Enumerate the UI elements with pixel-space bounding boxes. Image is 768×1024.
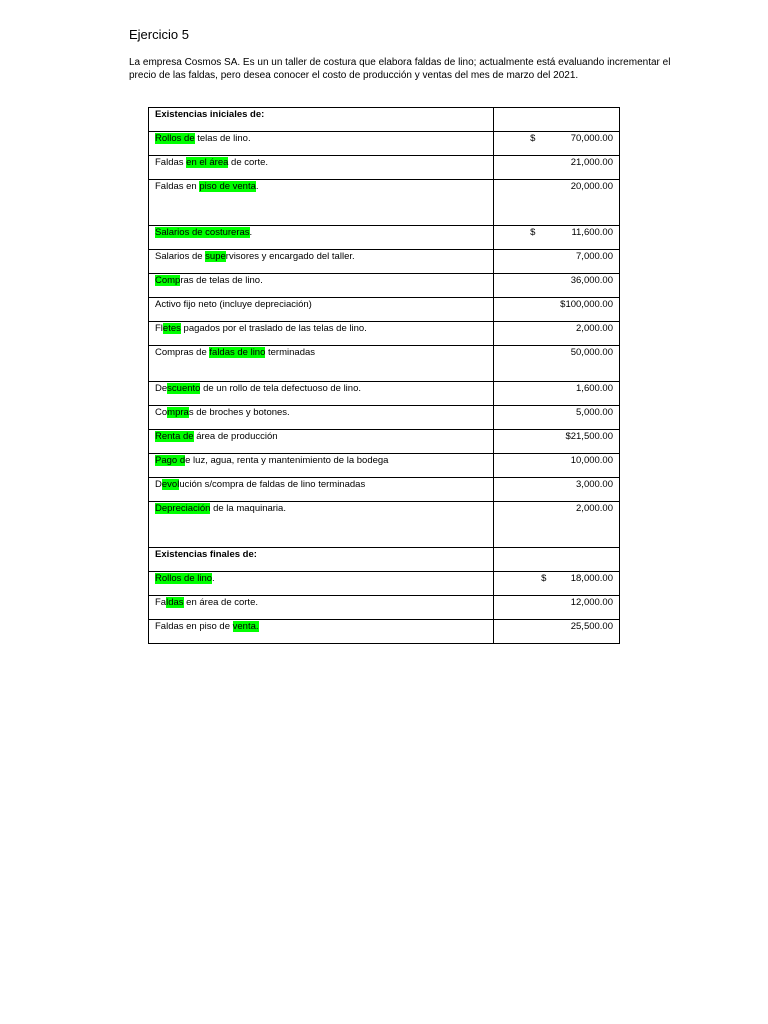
amount-value: 2,000.00 — [576, 503, 613, 514]
description-text: Fa — [155, 597, 167, 608]
row-description — [149, 180, 494, 226]
amount-value: 7,000.00 — [576, 251, 613, 262]
highlighted-text: evol — [161, 479, 180, 490]
description-text: . — [255, 181, 259, 192]
row-amount — [494, 596, 620, 620]
description-text: de un rollo de tela defectuoso de lino. — [200, 383, 361, 394]
highlighted-text: venta. — [232, 621, 259, 632]
row-description — [149, 250, 494, 274]
table-row — [149, 478, 620, 502]
row-description — [149, 406, 494, 430]
description-text: de corte. — [228, 157, 269, 168]
amount-value: 25,500.00 — [570, 621, 613, 632]
row-amount — [494, 346, 620, 382]
row-amount — [494, 454, 620, 478]
page-title: Ejercicio 5 — [129, 27, 189, 42]
highlighted-text: Comp — [155, 275, 181, 286]
highlighted-text: Salarios de costureras — [155, 227, 250, 238]
amount-value: 11,600.00 — [571, 227, 613, 238]
table-row — [149, 572, 620, 596]
row-description — [149, 430, 494, 454]
row-amount — [494, 406, 620, 430]
row-amount — [494, 274, 620, 298]
currency-symbol: $ — [541, 573, 547, 584]
row-amount — [494, 478, 620, 502]
row-description — [149, 226, 494, 250]
table-row — [149, 454, 620, 478]
description-text: s de broches y botones. — [188, 407, 290, 418]
highlighted-text: ldas — [166, 597, 184, 608]
row-amount — [494, 250, 620, 274]
row-description — [149, 132, 494, 156]
table-row — [149, 382, 620, 406]
table-row — [149, 620, 620, 644]
description-text: Faldas en — [155, 181, 200, 192]
row-amount — [494, 430, 620, 454]
row-description — [149, 346, 494, 382]
table-row — [149, 596, 620, 620]
row-amount — [494, 548, 620, 572]
row-description — [149, 502, 494, 548]
highlighted-text: Rollos de lino — [155, 573, 213, 584]
row-description — [149, 620, 494, 644]
row-description — [149, 596, 494, 620]
table-row — [149, 180, 620, 226]
amount-value: 21,000.00 — [570, 157, 613, 168]
description-text: pagados por el traslado de las telas de lino. — [180, 323, 367, 334]
highlighted-text: etes — [162, 323, 181, 334]
highlighted-text: Rollos de — [155, 133, 195, 144]
amount-value: $100,000.00 — [560, 299, 613, 310]
highlighted-text: Depreciación — [155, 503, 211, 514]
description-text: Faldas — [155, 157, 187, 168]
table-row — [149, 346, 620, 382]
amount-value: 10,000.00 — [570, 455, 613, 466]
row-description — [149, 156, 494, 180]
table-row — [149, 430, 620, 454]
row-amount — [494, 502, 620, 548]
highlighted-text: supe — [205, 251, 226, 262]
row-amount — [494, 108, 620, 132]
amount-value: 70,000.00 — [570, 133, 613, 144]
cost-table-body — [149, 108, 620, 644]
row-amount — [494, 180, 620, 226]
row-amount — [494, 322, 620, 346]
description-text: ución s/compra de faldas de lino terminadas — [179, 479, 366, 490]
description-text: Compras de — [155, 347, 210, 358]
amount-value: 36,000.00 — [570, 275, 613, 286]
table-row — [149, 108, 620, 132]
description-text: ras de telas de lino. — [180, 275, 263, 286]
table-row — [149, 322, 620, 346]
row-amount — [494, 382, 620, 406]
table-row — [149, 298, 620, 322]
table-row — [149, 502, 620, 548]
row-description — [149, 382, 494, 406]
row-description — [149, 298, 494, 322]
description-text: área de producción — [193, 431, 278, 442]
row-description — [149, 478, 494, 502]
description-text: rvisores y encargado del taller. — [225, 251, 355, 262]
description-text: Faldas en piso de — [155, 621, 233, 632]
row-description — [149, 274, 494, 298]
description-text: . — [212, 573, 215, 584]
row-amount — [494, 572, 620, 596]
table-row — [149, 226, 620, 250]
amount-value: 50,000.00 — [570, 347, 613, 358]
highlighted-text: Pago d — [155, 455, 186, 466]
table-row — [149, 132, 620, 156]
description-text: e luz, agua, renta y mantenimiento de la bodega — [185, 455, 389, 466]
description-text: Existencias finales de: — [155, 549, 257, 560]
amount-value: 3,000.00 — [576, 479, 613, 490]
description-text: Salarios de — [155, 251, 206, 262]
row-description — [149, 322, 494, 346]
row-amount — [494, 226, 620, 250]
description-text: Co — [155, 407, 168, 418]
highlighted-text: Renta de — [155, 431, 194, 442]
table-row — [149, 548, 620, 572]
table-row — [149, 406, 620, 430]
highlighted-text: mpra — [167, 407, 189, 418]
highlighted-text: en el área — [186, 157, 229, 168]
description-text: de la maquinaria. — [210, 503, 286, 514]
highlighted-text: scuento — [167, 383, 201, 394]
description-text: Fl — [155, 323, 163, 334]
row-amount — [494, 620, 620, 644]
currency-symbol: $ — [530, 133, 536, 144]
amount-value: 18,000.00 — [570, 573, 613, 584]
cost-table — [148, 107, 620, 644]
table-row — [149, 250, 620, 274]
row-amount — [494, 156, 620, 180]
description-text: De — [155, 383, 168, 394]
amount-value: 1,600.00 — [576, 383, 613, 394]
row-description — [149, 454, 494, 478]
highlighted-text: piso de venta — [199, 181, 256, 192]
amount-value: 20,000.00 — [570, 181, 613, 192]
intro-paragraph: La empresa Cosmos SA. Es un un taller de costura que elabora faldas de lino; actualmente está evaluando incrementar el precio de las faldas, pero desea conocer el costo de producción y ventas del mes de marzo del 2021. — [129, 57, 671, 81]
amount-value: $21,500.00 — [565, 431, 613, 442]
table-row — [149, 274, 620, 298]
amount-value: 5,000.00 — [576, 407, 613, 418]
highlighted-text: faldas de lino — [209, 347, 266, 358]
row-description — [149, 548, 494, 572]
amount-value: 2,000.00 — [576, 323, 613, 334]
description-text: . — [249, 227, 253, 238]
currency-symbol: $ — [530, 227, 536, 238]
description-text: Existencias iniciales de: — [155, 109, 265, 120]
description-text: Activo fijo neto (incluye depreciación) — [155, 299, 312, 310]
amount-value: 12,000.00 — [570, 597, 613, 608]
description-text: telas de lino. — [194, 133, 251, 144]
row-description — [149, 108, 494, 132]
description-text: en área de corte. — [183, 597, 258, 608]
row-description — [149, 572, 494, 596]
description-text: terminadas — [265, 347, 316, 358]
row-amount — [494, 298, 620, 322]
description-text: D — [155, 479, 162, 490]
table-row — [149, 156, 620, 180]
row-amount — [494, 132, 620, 156]
